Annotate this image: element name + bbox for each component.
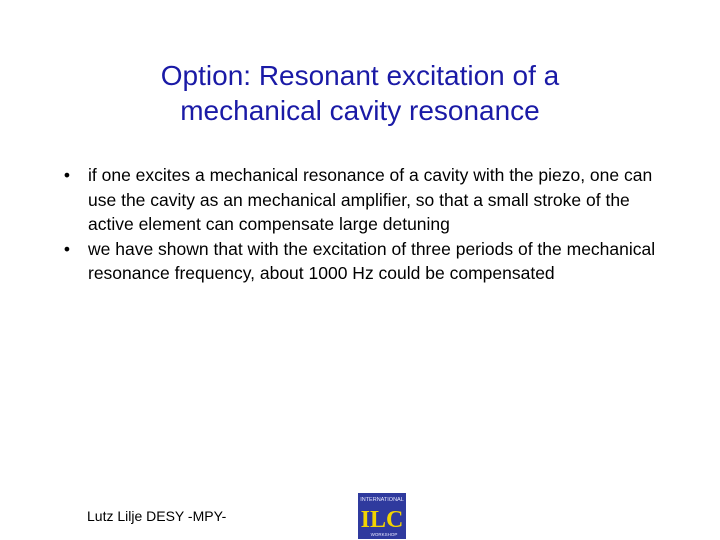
slide-title <box>100 58 620 128</box>
bullet-text-1: if one excites a mechanical resonance of a cavity with the piezo, one can use the cavity as an mechanical amplifier, so that a small stroke of the active element can compensate large detuning <box>88 165 653 234</box>
bullet-marker: • <box>63 165 71 185</box>
bullet-item <box>60 237 670 286</box>
logo-top-text: INTERNATIONAL <box>360 497 404 503</box>
bullet-text-2: we have shown that with the excitation of three periods of the mechanical resonance frequency, about 1000 Hz could be compensated <box>88 238 656 283</box>
bullet-item <box>60 163 670 237</box>
logo-bottom-text: WORKSHOP <box>370 532 398 537</box>
footer-author: Lutz Lilje DESY -MPY- <box>87 508 227 524</box>
title-line-1: Option: Resonant excitation of a <box>160 60 560 91</box>
logo-letters: ILC <box>360 507 404 533</box>
ilc-logo-icon <box>358 493 406 539</box>
title-line-2: mechanical cavity resonance <box>180 95 540 126</box>
bullet-list <box>60 163 670 286</box>
bullet-marker: • <box>63 238 71 259</box>
